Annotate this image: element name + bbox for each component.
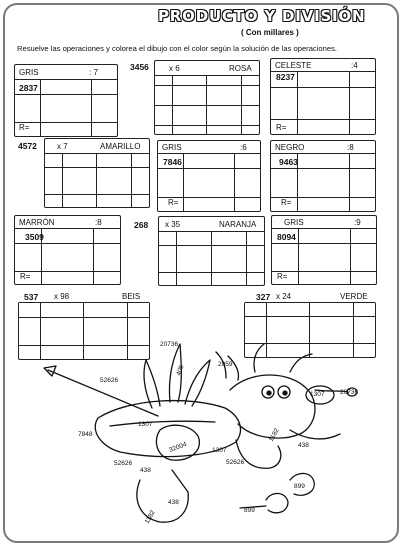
- page-title: PRODUCTO Y DIVISIÓN: [158, 7, 366, 25]
- drawing-region-number: 20736: [340, 389, 359, 396]
- answer-grid[interactable]: [45, 153, 149, 208]
- exercise-color-label: VERDE: [340, 292, 368, 301]
- exercise-division-gris-3: [271, 215, 377, 285]
- exercise-product-rosa: [154, 60, 260, 135]
- exercise-operator: x 7: [57, 142, 68, 151]
- coloring-drawing[interactable]: [40, 330, 370, 530]
- drawing-region-number: 1307: [138, 421, 153, 428]
- drawing-region-number: 1307: [212, 447, 227, 454]
- exercise-operator: x 6: [169, 64, 180, 73]
- dragon-horn: [290, 354, 312, 372]
- bell-shape: [137, 470, 188, 522]
- exercise-operator: x 98: [54, 292, 70, 301]
- ribbon-shape: [228, 356, 239, 380]
- dragon-horn: [254, 344, 264, 372]
- result-label: R=: [20, 272, 31, 281]
- result-label: R=: [277, 272, 288, 281]
- exercise-color-label: GRIS: [284, 218, 304, 227]
- sack-shape: [156, 425, 199, 460]
- drawing-region-number: 1182: [267, 427, 281, 443]
- drawing-region-number: 32004: [168, 441, 188, 454]
- exercise-color-label: GRIS: [19, 68, 39, 77]
- exercise-operator: x 24: [276, 292, 292, 301]
- drawing-region-number: 899: [244, 507, 255, 514]
- exercise-multiplicand: 268: [134, 220, 149, 230]
- exercise-dividend: 8094: [277, 232, 296, 242]
- drawing-region-number: 2059: [218, 361, 233, 368]
- exercise-dividend: 7846: [163, 157, 182, 167]
- exercise-division-gris-2: [157, 140, 261, 212]
- answer-grid[interactable]: [159, 231, 264, 286]
- exercise-multiplicand: 4572: [18, 141, 37, 151]
- exercise-color-label: NEGRO: [275, 143, 305, 152]
- exercise-color-label: NARANJA: [219, 220, 257, 229]
- exercise-operator: :8: [347, 143, 354, 152]
- drawing-region-number: 438: [140, 467, 151, 474]
- exercise-color-label: MARRÓN: [19, 218, 55, 227]
- exercise-operator: : 7: [89, 68, 98, 77]
- result-label: R=: [276, 123, 287, 132]
- answer-grid[interactable]: [155, 75, 259, 135]
- exercise-dividend: 9463: [279, 157, 298, 167]
- exercise-dividend: 2837: [19, 83, 38, 93]
- flower-shape: [266, 493, 288, 512]
- dragon-head: [230, 375, 315, 438]
- exercise-division-marron: [14, 215, 121, 285]
- page-subtitle: ( Con millares ): [241, 28, 299, 37]
- exercise-multiplicand: 3456: [130, 62, 149, 72]
- exercise-division-celeste: [270, 58, 376, 135]
- exercise-dividend: 3509: [25, 232, 44, 242]
- exercise-color-label: BEIS: [122, 292, 141, 301]
- exercise-multiplicand: 327: [256, 292, 271, 302]
- drawing-region-number: 405: [175, 364, 186, 377]
- drawing-region-number: 1307: [310, 391, 325, 398]
- exercise-product-amarillo: [44, 138, 150, 208]
- exercise-operator: :8: [95, 218, 102, 227]
- result-label: R=: [168, 198, 179, 207]
- drawing-region-number: 7848: [78, 431, 93, 438]
- drawing-region-number: 1182: [143, 509, 157, 525]
- drawing-region-number: 438: [298, 442, 309, 449]
- pupil: [267, 391, 271, 395]
- leg-shape: [290, 430, 340, 439]
- leaf-shape: [185, 360, 210, 406]
- exercise-color-label: CELESTE: [275, 61, 312, 70]
- exercise-division-negro: [270, 140, 376, 212]
- drawing-region-number: 52626: [100, 377, 119, 384]
- exercise-operator: :9: [354, 218, 361, 227]
- drawing-region-number: 899: [294, 483, 305, 490]
- exercise-operator: x 35: [165, 220, 181, 229]
- instructions: Resuelve las operaciones y colorea el dibujo con el color según la solución de las operaciones.: [17, 44, 337, 53]
- exercise-color-label: GRIS: [162, 143, 182, 152]
- result-label: R=: [281, 198, 292, 207]
- exercise-dividend: 8237: [276, 72, 295, 82]
- exercise-color-label: AMARILLO: [100, 142, 141, 151]
- exercise-operator: :4: [351, 61, 358, 70]
- carrot-line: [110, 421, 215, 426]
- exercise-product-naranja: [158, 216, 265, 286]
- exercise-color-label: ROSA: [229, 64, 252, 73]
- pupil: [283, 391, 287, 395]
- drawing-region-number: 438: [168, 499, 179, 506]
- result-label: R=: [19, 123, 30, 132]
- exercise-multiplicand: 537: [24, 292, 39, 302]
- exercise-division-gris-1: [14, 64, 118, 137]
- exercise-operator: :6: [240, 143, 247, 152]
- drawing-region-number: 20736: [160, 341, 179, 348]
- drawing-region-number: 52626: [226, 459, 245, 466]
- drawing-region-number: 52626: [114, 460, 133, 467]
